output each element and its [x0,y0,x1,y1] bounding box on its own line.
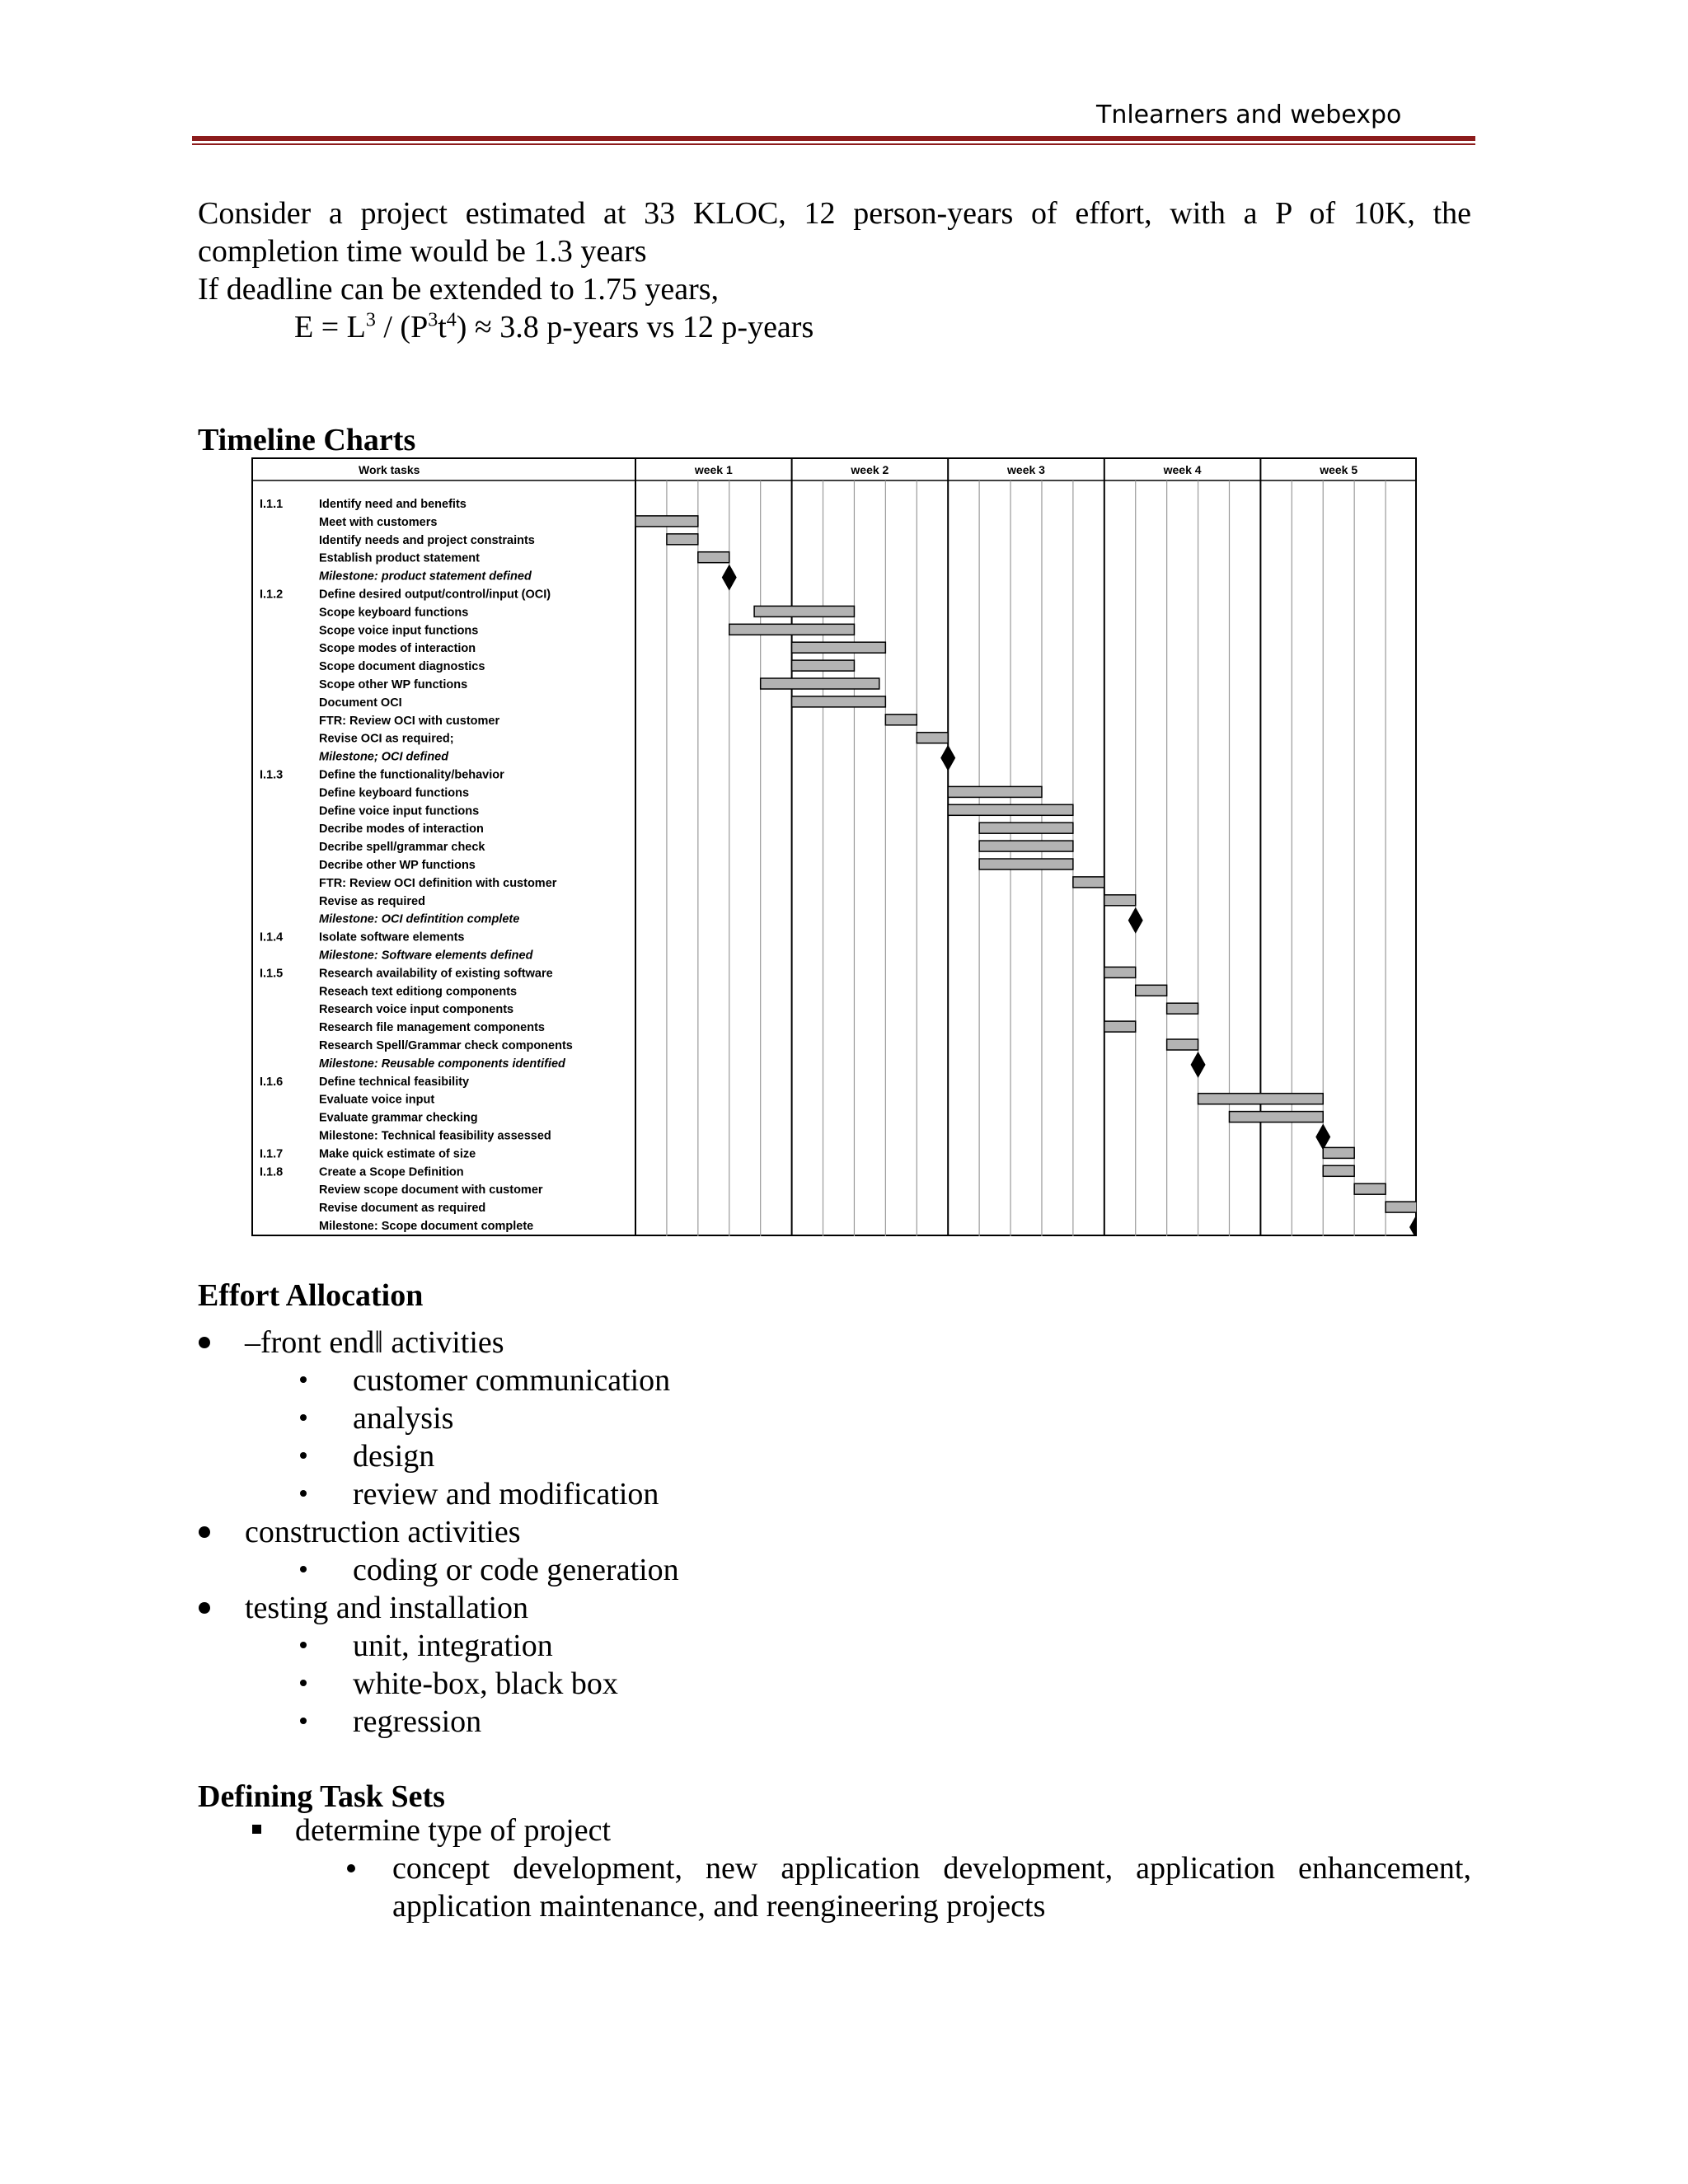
taskset-item: determine type of project [295,1813,612,1848]
task-id: I.1.6 [260,1075,284,1089]
week-label: week 5 [1320,463,1358,476]
task-bar [885,715,917,725]
task-id: I.1.5 [260,967,284,981]
task-name: Evaluate grammar checking [319,1111,478,1125]
task-bar [917,733,948,743]
gantt-chart [251,457,1417,1236]
week-label: week 4 [1163,463,1202,476]
task-name: Scope other WP functions [319,678,468,691]
task-bar [979,859,1073,869]
effort-item: analysis [353,1401,454,1436]
task-bar [1323,1165,1354,1176]
task-name: Evaluate voice input [319,1093,435,1107]
task-bar [979,841,1073,851]
task-id: I.1.3 [260,768,284,782]
task-bar [792,696,886,707]
effort-item: regression [353,1704,482,1739]
task-name: Review scope document with customer [319,1183,543,1197]
task-name: Define the functionality/behavior [319,768,504,782]
section-heading-tasksets: Defining Task Sets [198,1779,445,1814]
task-name: Revise document as required [319,1202,486,1216]
task-name: Milestone: product statement defined [319,569,532,583]
task-name: Define keyboard functions [319,786,470,800]
task-name: Decribe modes of interaction [319,823,484,837]
week-label: week 1 [694,463,733,476]
task-name: Establish product statement [319,551,480,565]
task-name: Scope keyboard functions [319,606,469,620]
task-name: Meet with customers [319,515,438,529]
task-name: Create a Scope Definition [319,1165,464,1179]
week-label: week 2 [851,463,889,476]
task-name: Milestone: OCI defintition complete [319,912,520,926]
task-bar [1229,1112,1323,1122]
task-bar [1073,877,1104,888]
taskset-subitem-line-2: application maintenance, and reengineering projects [392,1889,1046,1924]
task-name: Decribe spell/grammar check [319,841,485,855]
task-name: Scope document diagnostics [319,660,485,674]
task-name: Revise OCI as required; [319,732,454,746]
bullet-dot [199,1337,210,1348]
task-bar [792,642,886,653]
task-name: Scope voice input functions [319,624,479,638]
effort-item: white-box, black box [353,1666,618,1701]
task-id: I.1.4 [260,930,284,944]
task-bar [1198,1094,1324,1104]
task-name: Reseach text editiong components [319,985,518,999]
task-id: I.1.2 [260,588,284,602]
task-name: Milestone: Scope document complete [319,1220,534,1233]
running-header: Tnlearners and webexpo [1096,101,1402,129]
bullet-dot [199,1526,210,1538]
task-name: FTR: Review OCI with customer [319,714,500,728]
bullet-dot [300,1376,307,1383]
task-bar [1104,895,1136,906]
effort-group-label: construction activities [245,1515,521,1549]
task-id: I.1.7 [260,1147,284,1161]
task-bar [1354,1183,1386,1194]
task-name: Research voice input components [319,1003,514,1017]
bullet-dot [300,1680,307,1686]
task-name: Research availability of existing software [319,967,553,981]
task-name: Scope modes of interaction [319,642,476,656]
effort-item: coding or code generation [353,1553,679,1587]
task-name: Milestone; OCI defined [319,750,449,764]
bullet-dot [300,1718,307,1724]
effort-group-label: ‒front end‖ activities [245,1325,504,1360]
task-bar [1323,1147,1354,1158]
task-name: Identify need and benefits [319,498,467,511]
task-column-header: Work tasks [359,463,420,476]
task-id: I.1.8 [260,1165,284,1179]
task-bar [1167,1003,1198,1014]
task-name: Research file management components [319,1021,545,1035]
task-id: I.1.1 [260,498,284,511]
effort-item: unit, integration [353,1629,553,1663]
task-bar [761,678,879,689]
task-name: Identify needs and project constraints [319,533,535,547]
task-name: Isolate software elements [319,930,465,944]
bullet-dot [300,1642,307,1648]
task-name: Document OCI [319,696,402,710]
task-name: Research Spell/Grammar check components [319,1039,573,1052]
effort-group-label: testing and installation [245,1591,529,1625]
bullet-dot [300,1414,307,1421]
bullet-square [252,1825,261,1834]
task-bar [729,624,855,635]
task-bar [1104,967,1136,977]
task-bar [754,606,854,616]
task-name: Make quick estimate of size [319,1147,476,1161]
section-heading-timeline: Timeline Charts [198,423,416,457]
task-name: Milestone: Reusable components identified [319,1057,565,1071]
intro-line-3: If deadline can be extended to 1.75 years, [198,272,720,307]
taskset-subitem-line-1: concept development, new application development, application enhancement, [392,1851,1471,1886]
task-bar [948,786,1042,797]
task-bar [948,804,1073,815]
task-bar [1386,1202,1417,1212]
effort-formula: $E = L^3 / (P^3t^4) \approx 3.8$ p-years vs 12 p-years [294,309,814,344]
task-name: FTR: Review OCI definition with customer [319,876,557,890]
intro-line-1: Consider a project estimated at 33 KLOC, 12 person-years of effort, with a P of 10K, the [198,196,1471,231]
task-name: Milestone: Technical feasibility assessed [319,1129,551,1143]
task-name: Define technical feasibility [319,1075,470,1089]
header-rule [192,136,1475,141]
task-name: Decribe other WP functions [319,859,476,872]
week-label: week 3 [1007,463,1045,476]
header-rule-thin [192,143,1475,145]
effort-item: design [353,1439,435,1474]
task-bar [1136,985,1167,996]
effort-item: review and modification [353,1477,659,1511]
task-bar [667,534,698,545]
bullet-dot [300,1566,307,1572]
bullet-dot [300,1490,307,1497]
section-heading-effort: Effort Allocation [198,1278,424,1313]
task-bar [635,516,698,527]
task-name: Milestone: Software elements defined [319,949,533,963]
task-bar [792,660,855,671]
bullet-dot [300,1452,307,1459]
bullet-dot [347,1864,355,1872]
task-bar [979,823,1073,833]
intro-line-2: completion time would be 1.3 years [198,234,647,269]
task-name: Define desired output/control/input (OCI) [319,588,551,602]
task-name: Define voice input functions [319,804,480,818]
task-name: Revise as required [319,894,425,908]
bullet-dot [199,1602,210,1614]
task-bar [698,552,729,563]
effort-item: customer communication [353,1363,671,1398]
task-bar [1167,1039,1198,1050]
task-bar [1104,1021,1136,1032]
